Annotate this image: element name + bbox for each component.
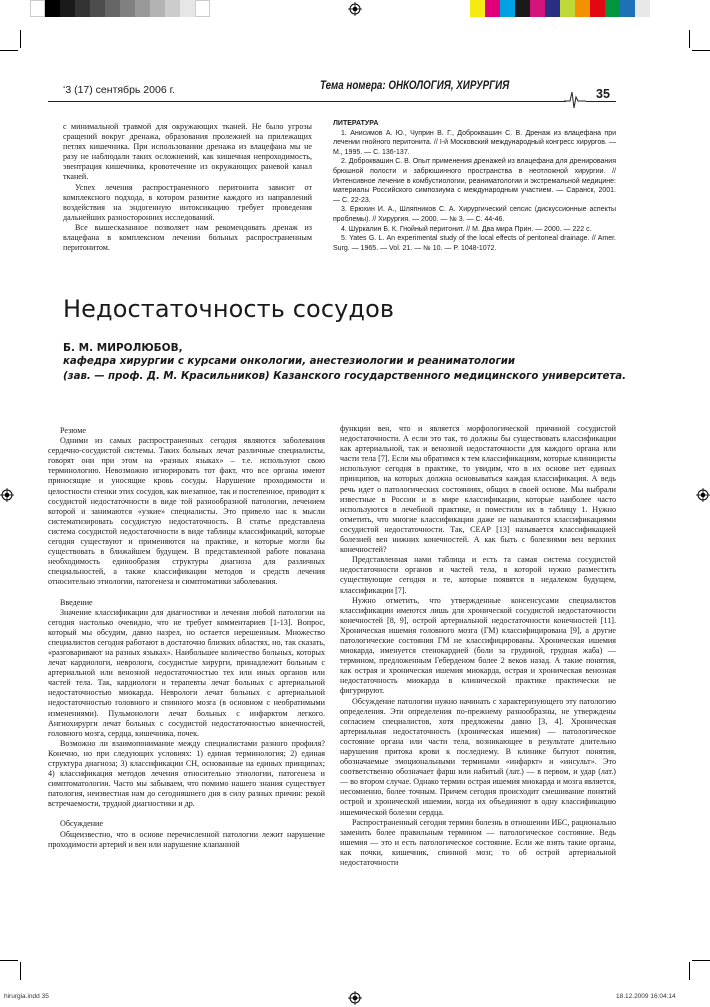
affiliation — [63, 355, 626, 384]
paragraph: Распространенный сегодня термин болезнь в отношении ИБС, рационально заменить более правильным термином — патологическое состояние. Ведь ишемия — это и есть патологическое состояние. Если же взять такие органы, как почки, кишечник, спинной мозг, то об острой артериальной недостаточности — [340, 817, 616, 868]
color-swatch — [485, 0, 500, 17]
registration-mark-icon — [696, 488, 710, 502]
paragraph: с минимальной травмой для окружающих тканей. Не было угрозы сращений вокруг дренажа, образования пролежней на прилежащих петлях кишечника. При использовании дренажа из влацефана мы не разу не наблюдали таких осложнений, как кишечная непроходимость, эвентрация кишечника, кровотечение из окружающих раневой канал тканей. — [63, 122, 312, 182]
reference-item: 3. Ерюхин И. А., Шляпников С. А. Хирургический сепсис (дискуссионные аспекты проблемы). // Хирургия. — 2000. — № 3. — С. 44-46. — [333, 206, 616, 223]
paragraph: Значение классификации для диагностики и лечения любой патологии на сегодня настолько очевидно, что не требует комментариев [1-13]. Вопрос, который мы обсудим, давно назрел, но остается нерешенным. Множество специалистов сегодня работают в достаточно близких областях, но, так сказать, «разговаривают на разных языках». Наибольшее количество больных, которых лечат кардиологи, неврологи, сосудистые хирурги, принадлежит больным с артериальной или венозной недостаточностью тех или иных органов или частей тела. Так, кардиологи и терапевты лечат больных с артериальной недостаточностью миокарда. Неврологи лечат больных с артериальной недостаточностью головного и спинного мозга (в основном с необратимыми изменениями). Пульмонологи лечат больных с инфарктом легкого. Ангиохирурги лечат больных с сосудистой недостаточностью конечностей, головного мозга, сердца, кишечника, почек. — [48, 607, 325, 738]
color-swatch — [60, 0, 75, 17]
registration-mark-icon — [348, 2, 362, 16]
footer-filename: hirurgia.indd 35 — [4, 993, 49, 1000]
paragraph: Одними из самых распространенных сегодня являются заболевания сердечно-сосудистой системы. Таких больных лечат различные специалисты, говорят они при этом на «разных языках» – т.е. используют свою терминологию. Невозможно игнорировать тот факт, что все органы имеют приносящие и уносящие кровь сосуды. Нарушение проходимости и целостности стенки этих сосудов, как внезапное, так и постепенное, приводит к сосудистой недостаточности в виде той разнообразной патологии, лечением которой и занимаются «узкие» специалисты. Это привело нас к мысли систематизировать сосудистую недостаточность. В статье представлена система сосудистой недостаточности в виде таблицы классификаций, которые сегодня существуют и применяются на практике, и которые могли бы существовать в ближайшем будущем. В представленной работе показана необходимость единообразия структуры диагноза для различных специальностей, а также классификации методов и средств лечения относительно этиологии, патогенеза и симптоматики заболевания. — [48, 436, 325, 587]
color-swatch — [530, 0, 545, 17]
issue-theme — [320, 80, 509, 92]
color-swatch — [45, 0, 60, 17]
color-swatch — [30, 0, 45, 17]
reference-item: 4. Шуркалин Б. К. Гнойный перитонит. // М. Два мира Прин. — 2000. — 222 с. — [341, 225, 592, 233]
reference-item: 1. Анисимов А. Ю., Чуприн В. Г., Доброквашин С. В. Дренаж из влацефана при лечении гнойного перитонита. // I-й Московский международный конгресс хирургов. — М., 1995. — С. 136-137. — [333, 129, 616, 156]
color-swatch — [575, 0, 590, 17]
registration-mark-icon — [0, 488, 14, 502]
footer-timestamp: 18.12.2009 16:04:14 — [616, 993, 676, 1000]
issue-date: ʻ3 (17) сентябрь 2006 г. — [63, 84, 176, 96]
article-left-column — [48, 426, 325, 850]
section-heading: Введение — [60, 597, 93, 607]
paragraph: Успех лечения распространенного перитонита зависит от комплексного подхода, в котором развитие каждого из направлений воздействия на эндогенную интоксикацию требует проведения дальнейших разносторонних исследований. — [63, 182, 312, 222]
crop-mark — [692, 50, 710, 51]
color-swatch — [195, 0, 210, 17]
paragraph: Нужно отметить, что утвержденные консенсусами специалистов классификации имеются лишь для хронической сосудистой недостаточности конечностей [8, 9], острой артериальной недостаточности конечностей [11]. Хроническая ишемия головного мозга (ГМ) классифицирована [9], а другие патологические состояния ГМ не классифицированы. Хроническая ишемия миокарда, именуется стенокардией (боли за грудиной, грудная жаба) — термином, предложенным Геберденом более 2 веков назад. А такие понятия, как острая и хроническая ишемия миокарда, острая и хроническая венозная недостаточность миокарда в клинической практике практически не фигурируют. — [340, 595, 616, 696]
color-swatch — [105, 0, 120, 17]
crop-mark — [689, 30, 690, 48]
color-swatch — [620, 0, 635, 17]
article-right-column — [340, 424, 616, 868]
color-swatch — [515, 0, 530, 17]
crop-mark — [0, 960, 18, 961]
color-swatch — [545, 0, 560, 17]
color-swatch — [500, 0, 515, 17]
color-swatch — [590, 0, 605, 17]
color-swatch — [135, 0, 150, 17]
author: Б. М. МИРОЛЮБОВ, — [63, 342, 183, 354]
registration-mark-icon — [348, 991, 362, 1005]
color-swatch — [165, 0, 180, 17]
paragraph: Представленная нами таблица и есть та самая система сосудистой недостаточности органов и частей тела, в которой нужно разместить существующие сегодня и те, которые появятся в недалеком будущем, классификации [7]. — [340, 555, 616, 595]
theme-label: Тема номера: — [320, 80, 386, 92]
references — [333, 119, 616, 253]
paragraph: Общеизвестно, что в основе перечисленной патологии лежит нарушение проходимости артерий и вен или нарушение клапанной — [48, 829, 325, 849]
color-swatch — [180, 0, 195, 17]
reference-item: 2. Доброквашин С. В. Опыт применения дренажей из влацефана для дренирования брюшной полости и забрюшинного пространства в неотложной хирургии. // Интенсивное лечение в комбустиологии, реаниматологии и экстремальной медицине: материалы Российского симпозиума с международным участием. — Саранск, 2001. — С. 22-23. — [333, 158, 616, 204]
crop-mark — [689, 962, 690, 980]
color-swatch — [635, 0, 650, 17]
section-heading: Резюме — [60, 426, 86, 435]
paragraph: функции вен, что и является морфологической причиной сосудистой недостаточности. А если это так, то должны бы существовать классификации как артериальной, так и венозной недостаточности для каждого органа или части тела [7]. Если мы обратимся к тем классификациям, которые клиницисты используют сегодня в практике, то увидим, что в их основе нет единых принципов, на которых должна основываться каждая классификация. А ведь речь идет о патологических состояниях, общих в своей основе. Мы выбрали известные в России и в мире классификации, которые наиболее часто используются в лечебной практике, и поместили их в таблицу 1. Нужно отметить, что многие классификации даже не называются классификациями сосудистой недостаточности. Так, CEAP [13] называется классификацией болезней вен нижних конечностей. А как быть с болезнями вен верхних конечностей? — [340, 424, 616, 555]
crop-mark — [20, 30, 21, 48]
article-title: Недостаточность сосудов — [63, 295, 395, 323]
references-heading: ЛИТЕРАТУРА — [333, 120, 379, 127]
paragraph: Все вышесказанное позволяет нам рекомендовать дренаж из влацефана в комплексном лечении больных распространенным перитонитом. — [63, 222, 312, 253]
crop-mark — [692, 960, 710, 961]
color-swatch — [90, 0, 105, 17]
color-swatch — [120, 0, 135, 17]
color-swatch — [470, 0, 485, 17]
prev-article-text — [63, 122, 312, 253]
color-swatch — [150, 0, 165, 17]
header-rule-right — [586, 101, 616, 102]
page-number: 35 — [596, 87, 610, 101]
color-swatch — [605, 0, 620, 17]
heartbeat-icon — [564, 86, 586, 112]
header-rule — [48, 101, 566, 102]
crop-mark — [0, 50, 18, 51]
crop-mark — [20, 962, 21, 980]
reference-item: 5. Yates G. L. An experimental study of the local effects of peritoneal drainage. // Amer. Surg. — 1965. — Vol. 21. — № 10. — P. 1048-1072. — [333, 235, 616, 252]
paragraph: Возможно ли взаимопонимание между специалистами разного профиля? Конечно, но при следующих условиях: 1) единая терминология; 2) единая структура диагноза; 3) классификации СН, основанные на единых принципах; 4) классификация методов лечения относительно этиологии, патогенеза и симптоматологии. Часто мы забываем, что помимо нашего знания существует патология, неизвестная нам до сегодняшнего дня в силу разных причин: рекой встречаемости, трудной диагностики и др. — [48, 738, 325, 809]
theme-value: ОНКОЛОГИЯ, ХИРУРГИЯ — [388, 80, 510, 92]
section-heading: Обсуждение — [60, 819, 103, 829]
affiliation-line: кафедра хирургии с курсами онкологии, анестезиологии и реаниматологии — [63, 356, 516, 367]
paragraph: Обсуждение патологии нужно начинать с характеризующего эту патологию определения. Эти определения по-прежнему разнообразны, не утверждены согласием специалистов, хотя предложены давно [3, 4]. Хроническая артериальная недостаточность (хроническая ишемия) — патологическое состояние органа или части тела, возникающее в результате длительно нарушения притока крови к последнему. В клинике бытуют понятия, обозначаемые эмоциональными терминами «инфаркт» и «инсульт». Это соответственно обозначает фарш или набитый (лат.) — в первом, и удар (лат.) — во втором случае. Однако термин острая ишемия миокарда и мозга является, несомненно, более точным. Причем сегодня происходит смешивание понятий острой и хронической ишемии, когда их объединяют в одну классификацию ишемической болезни сердца. — [340, 696, 616, 817]
affiliation-line: (зав. — проф. Д. М. Красильников) Казанского государственного медицинского университета. — [63, 370, 627, 382]
color-swatch — [560, 0, 575, 17]
color-swatch — [75, 0, 90, 17]
